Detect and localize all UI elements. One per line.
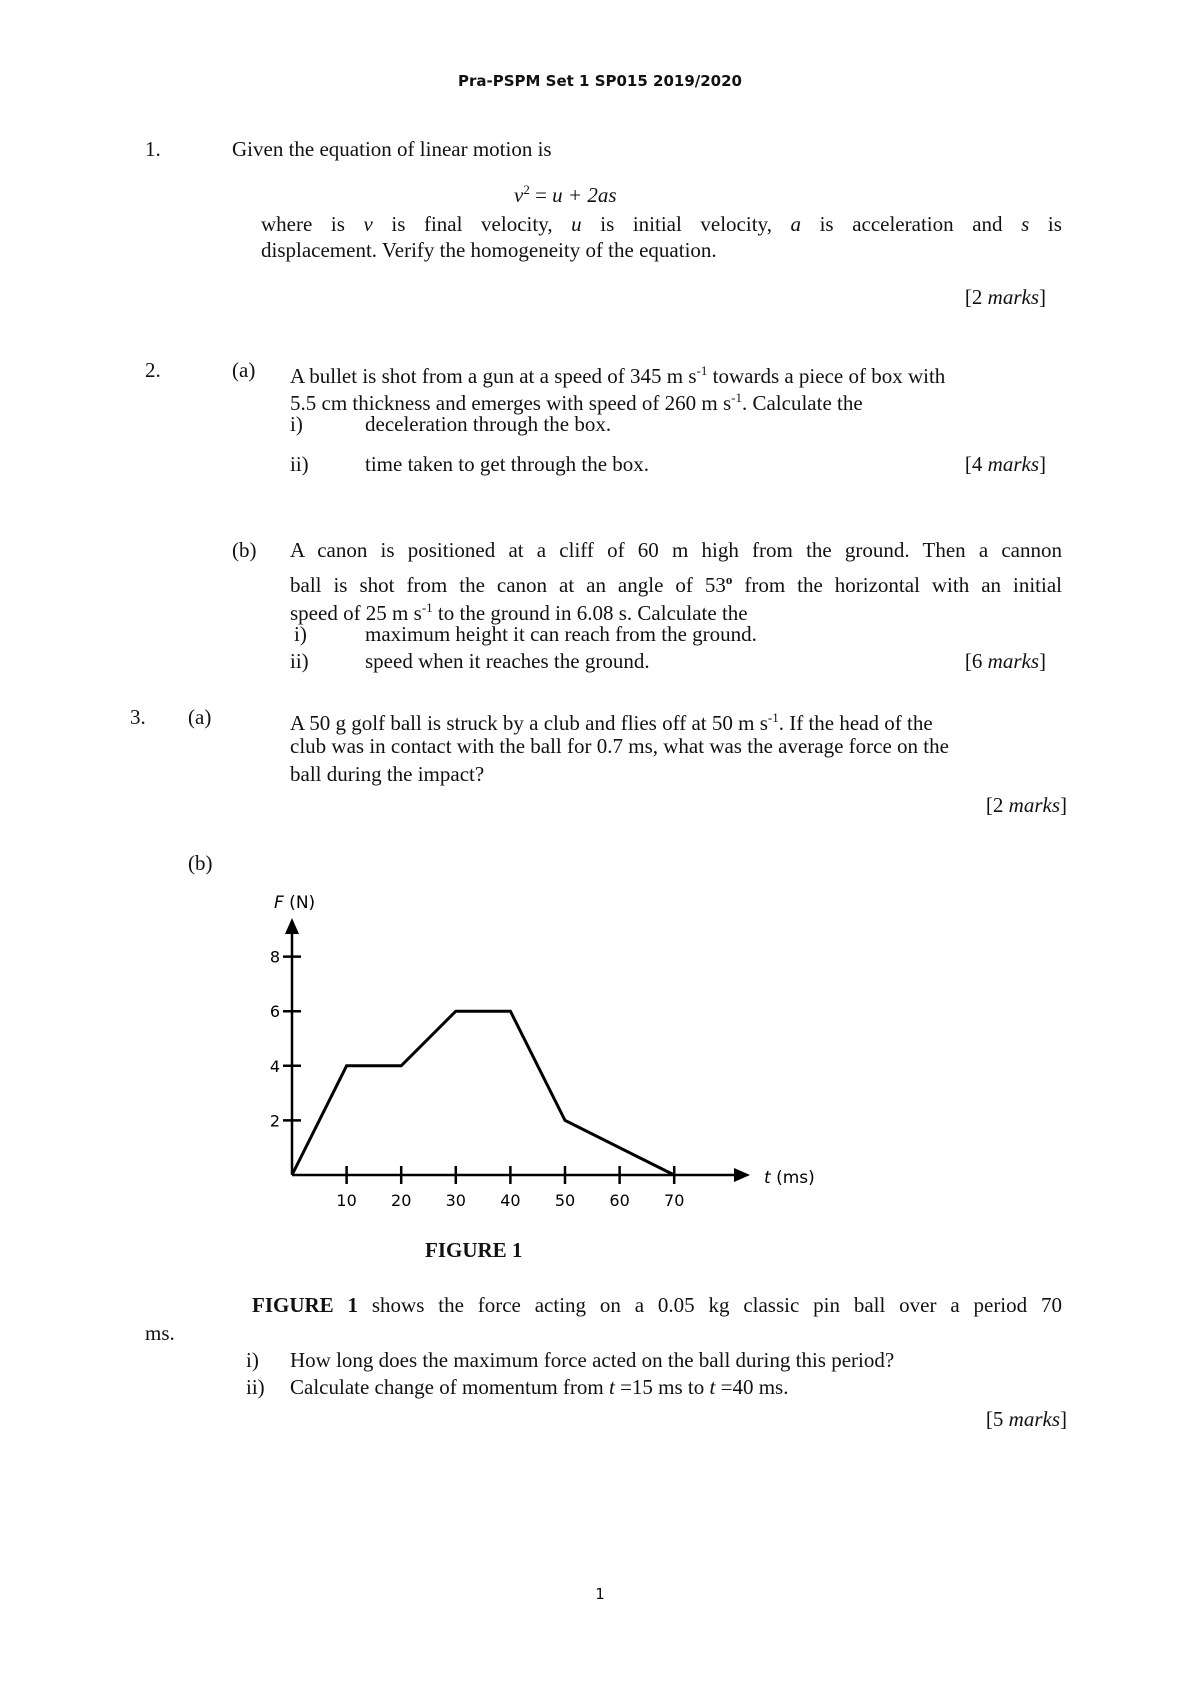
q2a-item-text: time taken to get through the box. — [365, 452, 650, 476]
figure-reference: FIGURE 1 — [252, 1293, 359, 1317]
superscript: -1 — [767, 710, 779, 725]
page-title: Pra-PSPM Set 1 SP015 2019/2020 — [457, 72, 742, 90]
q2b-item-roman: i) — [294, 622, 307, 646]
degree-symbol: o — [725, 572, 733, 587]
x-tick-label: 50 — [554, 1191, 576, 1210]
x-tick-label: 70 — [664, 1191, 685, 1210]
q2b-item-text: maximum height it can reach from the ground. — [365, 622, 757, 646]
word: initial — [632, 212, 682, 236]
text: . If the head of the — [778, 711, 933, 735]
q3b-item-roman: ii) — [246, 1375, 265, 1399]
q3b-item-text — [290, 1374, 788, 1401]
marks-word: marks — [987, 285, 1039, 309]
word: final — [423, 212, 463, 236]
q1-number: 1. — [145, 137, 161, 161]
q2a-marks: [4 marks] — [964, 452, 1046, 476]
y-tick-label: 6 — [269, 1002, 280, 1022]
q1-marks: [2 marks] — [964, 285, 1046, 309]
superscript: -1 — [696, 363, 708, 378]
q2a-item-text: deceleration through the box. — [365, 412, 612, 436]
q3-number: 3. — [130, 705, 146, 729]
x-tick-label: 60 — [609, 1191, 630, 1210]
q3b-marks: [5 marks] — [985, 1407, 1067, 1431]
y-axis-arrow — [285, 918, 299, 934]
marks-number: 2 — [992, 793, 1004, 817]
word: is — [600, 212, 615, 236]
q2a-item-roman: i) — [290, 412, 303, 436]
text: 5.5 cm thickness and emerges with speed of 260 m s — [290, 391, 732, 415]
marks-word: marks — [987, 649, 1039, 673]
marks-number: 2 — [971, 285, 983, 309]
text: towards a piece of box with — [707, 364, 946, 388]
var-t: t — [608, 1375, 615, 1399]
word: is — [330, 212, 345, 236]
q2b-item-text: speed when it reaches the ground. — [365, 649, 650, 673]
text: ball is shot from the canon at an angle of 53 — [290, 573, 726, 597]
q3b-description-cont: ms. — [145, 1321, 175, 1345]
word: velocity, — [481, 212, 553, 236]
equation-sup: 2 — [523, 182, 530, 197]
text: . Calculate the — [741, 391, 863, 415]
figure-caption: FIGURE 1 — [425, 1238, 523, 1262]
text: =15 ms to — [614, 1375, 710, 1399]
marks-number: 4 — [971, 452, 983, 476]
x-tick-label: 10 — [336, 1191, 357, 1210]
marks-number: 5 — [992, 1407, 1004, 1431]
text: A 50 g golf ball is struck by a club and flies off at 50 m s — [290, 711, 768, 735]
page-number: 1 — [595, 1585, 605, 1603]
text: from the horizontal with an initial — [732, 573, 1062, 597]
q3a-marks: [2 marks] — [985, 793, 1067, 817]
word: is — [1047, 212, 1062, 236]
var-t: t — [709, 1375, 716, 1399]
q2a-item-roman: ii) — [290, 452, 309, 476]
var-v: v — [363, 212, 373, 236]
word: acceleration — [852, 212, 954, 236]
y-axis-label: F (N) — [274, 893, 316, 913]
text: shows the force acting on a 0.05 kg classic pin ball over a period 70 — [358, 1293, 1062, 1317]
q3a-line2: club was in contact with the ball for 0.7 ms, what was the average force on the — [290, 734, 949, 758]
q2-number: 2. — [145, 358, 161, 382]
marks-number: 6 — [971, 649, 983, 673]
q3b-label: (b) — [188, 851, 213, 875]
text: to the ground in 6.08 s. Calculate the — [432, 601, 748, 625]
x-tick-label: 20 — [391, 1191, 412, 1210]
q2a-label: (a) — [232, 358, 256, 382]
x-axis-label: t (ms) — [764, 1168, 815, 1188]
text: Calculate change of momentum from — [290, 1375, 609, 1399]
marks-word: marks — [1008, 1407, 1060, 1431]
word: is — [391, 212, 406, 236]
q3b-item-text: How long does the maximum force acted on the ball during this period? — [290, 1348, 895, 1372]
equation-equals: = — [529, 183, 553, 207]
equation-rhs: u + 2as — [552, 183, 617, 207]
force-series-line — [292, 1011, 674, 1175]
superscript: -1 — [421, 600, 433, 615]
x-tick-label: 30 — [445, 1191, 466, 1210]
marks-word: marks — [1008, 793, 1060, 817]
q3b-item-roman: i) — [246, 1348, 259, 1372]
var-u: u — [571, 212, 582, 236]
marks-word: marks — [987, 452, 1039, 476]
word: is — [819, 212, 834, 236]
q2b-marks: [6 marks] — [964, 649, 1046, 673]
y-tick-label: 8 — [269, 947, 280, 967]
var-a: a — [790, 212, 802, 236]
word: where — [261, 212, 313, 236]
word: velocity, — [700, 212, 772, 236]
q1-line2: displacement. Verify the homogeneity of the equation. — [261, 238, 717, 262]
q3a-line3: ball during the impact? — [290, 762, 485, 786]
y-tick-label: 2 — [269, 1111, 280, 1131]
q1-intro: Given the equation of linear motion is — [232, 137, 552, 161]
x-tick-label: 40 — [500, 1191, 521, 1210]
q2b-label: (b) — [232, 538, 257, 562]
q3a-label: (a) — [188, 705, 212, 729]
q3b-description — [252, 1292, 1062, 1319]
var-s: s — [1021, 212, 1030, 236]
text: speed of 25 m s — [290, 601, 422, 625]
q2b-item-roman: ii) — [290, 649, 309, 673]
text: =40 ms. — [715, 1375, 789, 1399]
superscript: -1 — [731, 390, 742, 405]
x-axis-arrow — [734, 1168, 750, 1182]
y-tick-label: 4 — [269, 1056, 280, 1076]
text: A bullet is shot from a gun at a speed of 345 m s — [290, 364, 697, 388]
word: and — [972, 212, 1003, 236]
q2b-line1: A canon is positioned at a cliff of 60 m high from the ground. Then a cannon — [290, 538, 1062, 562]
equation-lhs: v — [514, 183, 524, 207]
